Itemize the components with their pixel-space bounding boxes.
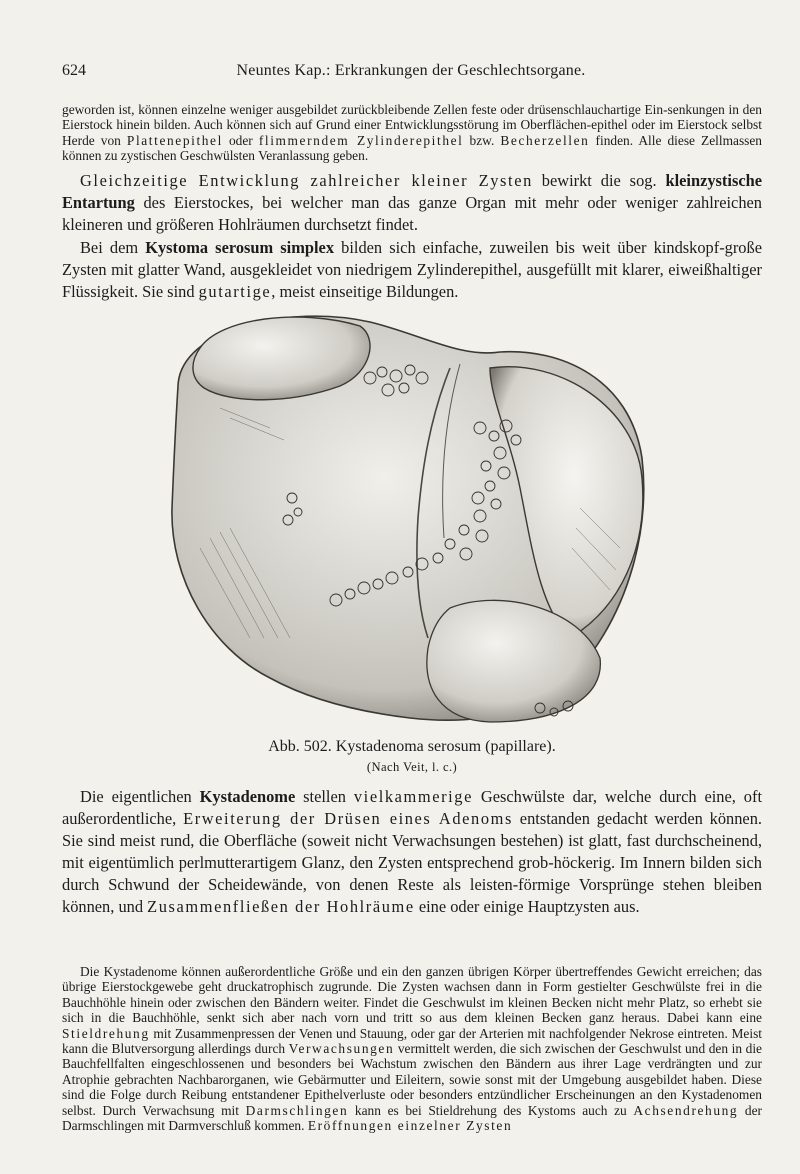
term-eroeffnungen: Eröffnungen einzelner Zysten	[307, 1118, 513, 1134]
term-kleinzystische-entartung: kleinzystische Entartung	[62, 171, 762, 212]
paragraph-kleinzystisch: Gleichzeitige Entwicklung zahlreicher kleiner Zysten bewirkt die sog. kleinzystische Entartung des Eierstockes, bei welcher man das ganze Organ mit mehr oder weniger zahlreichen kleineren und größeren Hohlräumen durchsetzt findet.	[62, 171, 762, 234]
term-zusammenfliessen: Zusammenfließen der Hohlräume	[147, 897, 415, 916]
page-header	[62, 62, 760, 84]
term-achsendrehung: Achsendrehung	[633, 1102, 739, 1118]
term-darmschlingen: Darmschlingen	[245, 1102, 349, 1118]
term-becherzellen: Becherzellen	[500, 132, 590, 148]
term-gutartige: gutartige	[198, 282, 272, 301]
paragraph-kystoma-simplex: Bei dem Kystoma serosum simplex bilden sich einfache, zuweilen bis weit über kindskopf-große Zysten mit glatter Wand, ausgekleidet von niedrigem Zylinderepithel, ausgefüllt mit klarer, eiweißhaltiger Flüssigkeit. Sie sind gutartige, meist einseitige Bildungen.	[62, 238, 762, 301]
term-kystadenome: Kystadenome	[199, 787, 296, 806]
term-kystoma-serosum-simplex: Kystoma serosum simplex	[145, 238, 335, 257]
term-verwachsungen: Verwachsungen	[288, 1041, 395, 1057]
paragraph-small-print: Die Kystadenome können außerordentliche Größe und ein den ganzen übrigen Körper übertreffendes Gewicht erreichen; das übrige Eierstockgewebe geht druckatrophisch zugrunde. Die Zysten wachsen dann in Form gestielter Geschwülste frei in die Bauchhöhle hinein oder zwischen den Bändern weiter. Findet die Geschwulst im kleinen Becken nicht mehr Platz, so erhebt sie sich in die Bauchhöhle, senkt sich aber nach vorn und tritt so aus dem kleinen Becken ganz heraus. Dabei kann eine Stieldrehung mit Zusammenpressen der Venen und Stauung, oder gar der Arterien mit nachfolgender Nekrose eintreten. Meist kann die Blutversorgung allerdings durch Verwachsungen vermittelt werden, die sich zwischen der Geschwulst und den in die Bauchfellfalten eingeschlossenen und besonders bei Wachstum zwischen den Bändern aus ihrer Lage verdrängten und zur Atrophie gebrachten Nachbarorganen, wie Gebärmutter und Eileitern, sowie sonst mit der Umgebung ausgebildet haben. Diese sind die Folge durch Reibung entstandener Epithelverluste oder besonders entzündlicher Erscheinungen an den Kystadenomen selbst. Durch Verwachsung mit Darmschlingen kann es bei Stieldrehung des Kystoms auch zu Achsendrehung der Darmschlingen mit Darmverschluß kommen. Eröffnungen einzelner Zysten	[62, 964, 762, 1134]
intro-paragraph: geworden ist, können einzelne weniger ausgebildet zurückbleibende Zellen feste oder drüsenschlauchartige Ein-senkungen in den Eierstock hinein bilden. Auch können sich auf Grund einer Entwicklungsstörung im Oberflächen-epithel oder im Eierstock selbst Herde von Plattenepithel oder flimmerndem Zylinderepithel bzw. Becherzellen finden. Alle diese Zellmassen können zu zystischen Geschwülsten Veranlassung geben.	[62, 102, 763, 164]
term-erweiterung: Erweiterung der Drüsen eines Adenoms	[183, 809, 513, 828]
figure-caption: Abb. 502. Kystadenoma serosum (papillare).	[268, 738, 556, 755]
kystadenoma-illustration	[160, 308, 646, 728]
page-number: 624	[62, 62, 86, 79]
term-plattenepithel: Plattenepithel	[126, 132, 223, 148]
term-vielkammerige: vielkammerige	[353, 787, 473, 806]
term-stieldrehung: Stieldrehung	[62, 1025, 150, 1041]
running-head: Neuntes Kap.: Erkrankungen der Geschlechtsorgane.	[236, 62, 586, 79]
term-gleichzeitige-entwicklung: Gleichzeitige Entwicklung zahlreicher kleiner Zysten	[80, 171, 533, 190]
term-flimmerepithel: flimmerndem Zylinderepithel	[258, 132, 464, 148]
paragraph-kystadenome: Die eigentlichen Kystadenome stellen vielkammerige Geschwülste dar, welche durch eine, oft außerordentliche, Erweiterung der Drüsen eines Adenoms entstanden gedacht werden können. Sie sind meist rund, die Oberfläche (soweit nicht Verwachsungen bestehen) ist glatt, fast durchscheinend, mit eigentümlich perlmutterartigem Glanz, den Zysten entsprechend grob-höckerig. Im Innern bilden sich durch Schwund der Scheidewände, von denen Reste als leisten-förmige Vorsprünge stehen bleiben können, und Zusammenfließen der Hohlräume eine oder einige Hauptzysten aus.	[62, 787, 762, 916]
figure-source: (Nach Veit, l. c.)	[366, 760, 458, 774]
